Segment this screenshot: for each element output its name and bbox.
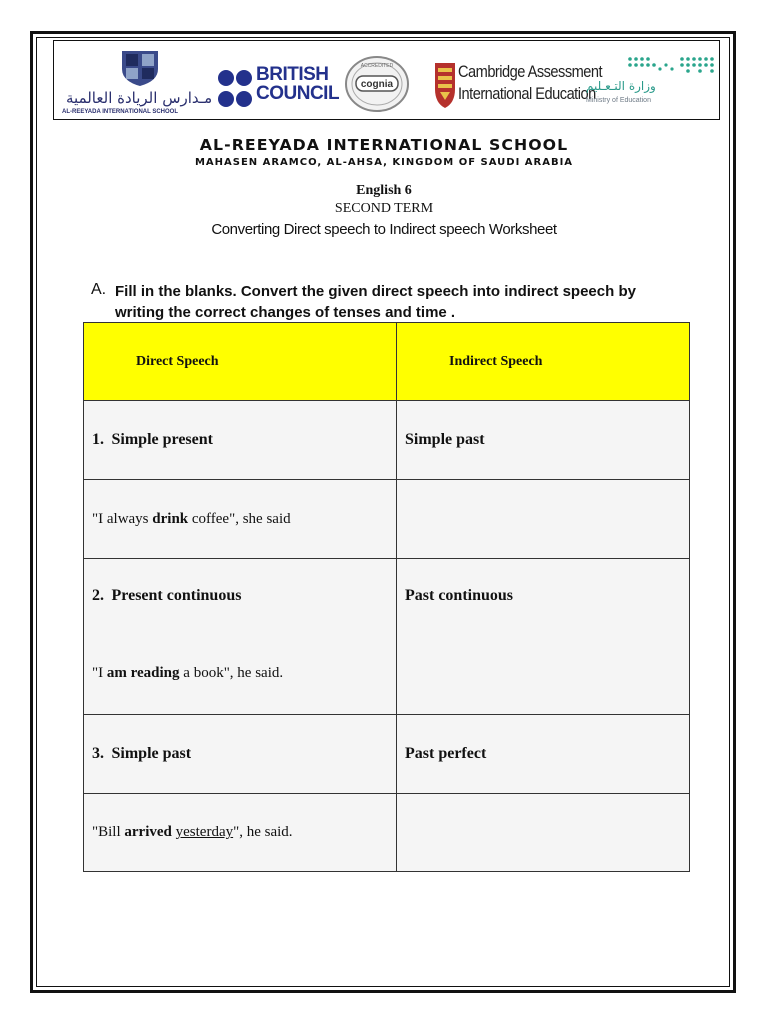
direct-tense: Present continuous — [111, 587, 242, 604]
instruction-letter: A. — [91, 281, 107, 298]
sentence-text: "I — [92, 665, 107, 681]
answer-cell[interactable] — [397, 480, 690, 559]
british-council-line1: BRITISH — [256, 64, 329, 85]
cambridge-shield-logo — [434, 59, 456, 109]
british-council-dots-logo — [217, 67, 253, 111]
sentence-text: ", he said. — [233, 824, 293, 840]
table-row — [84, 401, 690, 480]
cambridge-line2: International Education — [458, 84, 596, 103]
direct-tense-cell — [84, 715, 397, 794]
british-council-wordmark — [256, 65, 339, 103]
moe-english-name: Ministry of Education — [586, 97, 651, 104]
school-address: MAHASEN ARAMCO, AL-AHSA, KINGDOM OF SAUDI ARABIA — [194, 157, 574, 168]
reeyada-english-name: AL-REEYADA INTERNATIONAL SCHOOL — [62, 109, 179, 115]
table-row — [84, 480, 690, 559]
cognia-accredited-text: ACCREDITED — [360, 63, 394, 69]
moe-dots-logo — [626, 55, 716, 77]
cambridge-wordmark — [458, 61, 602, 105]
indirect-tense: Simple past — [405, 431, 485, 448]
sentence-time-word: yesterday — [175, 824, 234, 840]
sentence-text: "Bill — [92, 824, 125, 840]
reeyada-crest-logo — [120, 49, 160, 87]
speech-table — [83, 322, 690, 872]
table-row — [84, 715, 690, 794]
instruction-text: Fill in the blanks. Convert the given direct speech into indirect speech by writing the correct changes of tenses and time . — [115, 283, 636, 321]
direct-tense: Simple past — [111, 745, 192, 762]
table-header-row — [84, 323, 690, 401]
sentence-verb: drink — [152, 510, 189, 527]
sentence-text: a book", he said. — [179, 665, 284, 681]
direct-sentence-cell — [84, 794, 397, 872]
cambridge-line1: Cambridge Assessment — [458, 62, 603, 81]
table-row — [84, 794, 690, 872]
section-number: 2. — [92, 587, 104, 604]
answer-cell[interactable] — [397, 794, 690, 872]
worksheet-title: Converting Direct speech to Indirect speech Worksheet — [211, 221, 557, 238]
cognia-name-text: cognia — [360, 79, 394, 90]
moe-arabic-name: وزارة التـعـليم — [586, 79, 656, 93]
indirect-tense-cell — [397, 715, 690, 794]
direct-sentence — [92, 665, 283, 682]
direct-tense: Simple present — [111, 431, 213, 448]
sentence-verb: arrived — [124, 824, 172, 840]
sentence-verb: am reading — [106, 665, 180, 681]
indirect-tense-cell — [397, 401, 690, 480]
sentence-text: "I always — [92, 510, 153, 527]
direct-sentence-cell — [84, 480, 397, 559]
british-council-line2: COUNCIL — [256, 83, 340, 104]
school-name: AL-REEYADA INTERNATIONAL SCHOOL — [199, 136, 569, 154]
logo-bar — [53, 40, 720, 120]
header-indirect-speech: Indirect Speech — [397, 323, 690, 401]
term-title: SECOND TERM — [334, 201, 434, 216]
reeyada-arabic-name: مـدارس الريادة العالمية — [66, 89, 213, 107]
table-row — [84, 559, 690, 715]
indirect-tense-cell[interactable] — [397, 559, 690, 715]
indirect-tense: Past perfect — [405, 745, 487, 762]
header-direct-speech: Direct Speech — [84, 323, 397, 401]
subject-title: English 6 — [356, 183, 412, 198]
sentence-text: coffee", she said — [188, 510, 291, 527]
direct-tense-cell — [84, 559, 397, 715]
cognia-seal-logo — [344, 55, 410, 113]
indirect-tense: Past continuous — [405, 587, 514, 604]
section-number: 1. — [92, 431, 104, 448]
direct-tense-cell — [84, 401, 397, 480]
section-number: 3. — [92, 745, 104, 762]
